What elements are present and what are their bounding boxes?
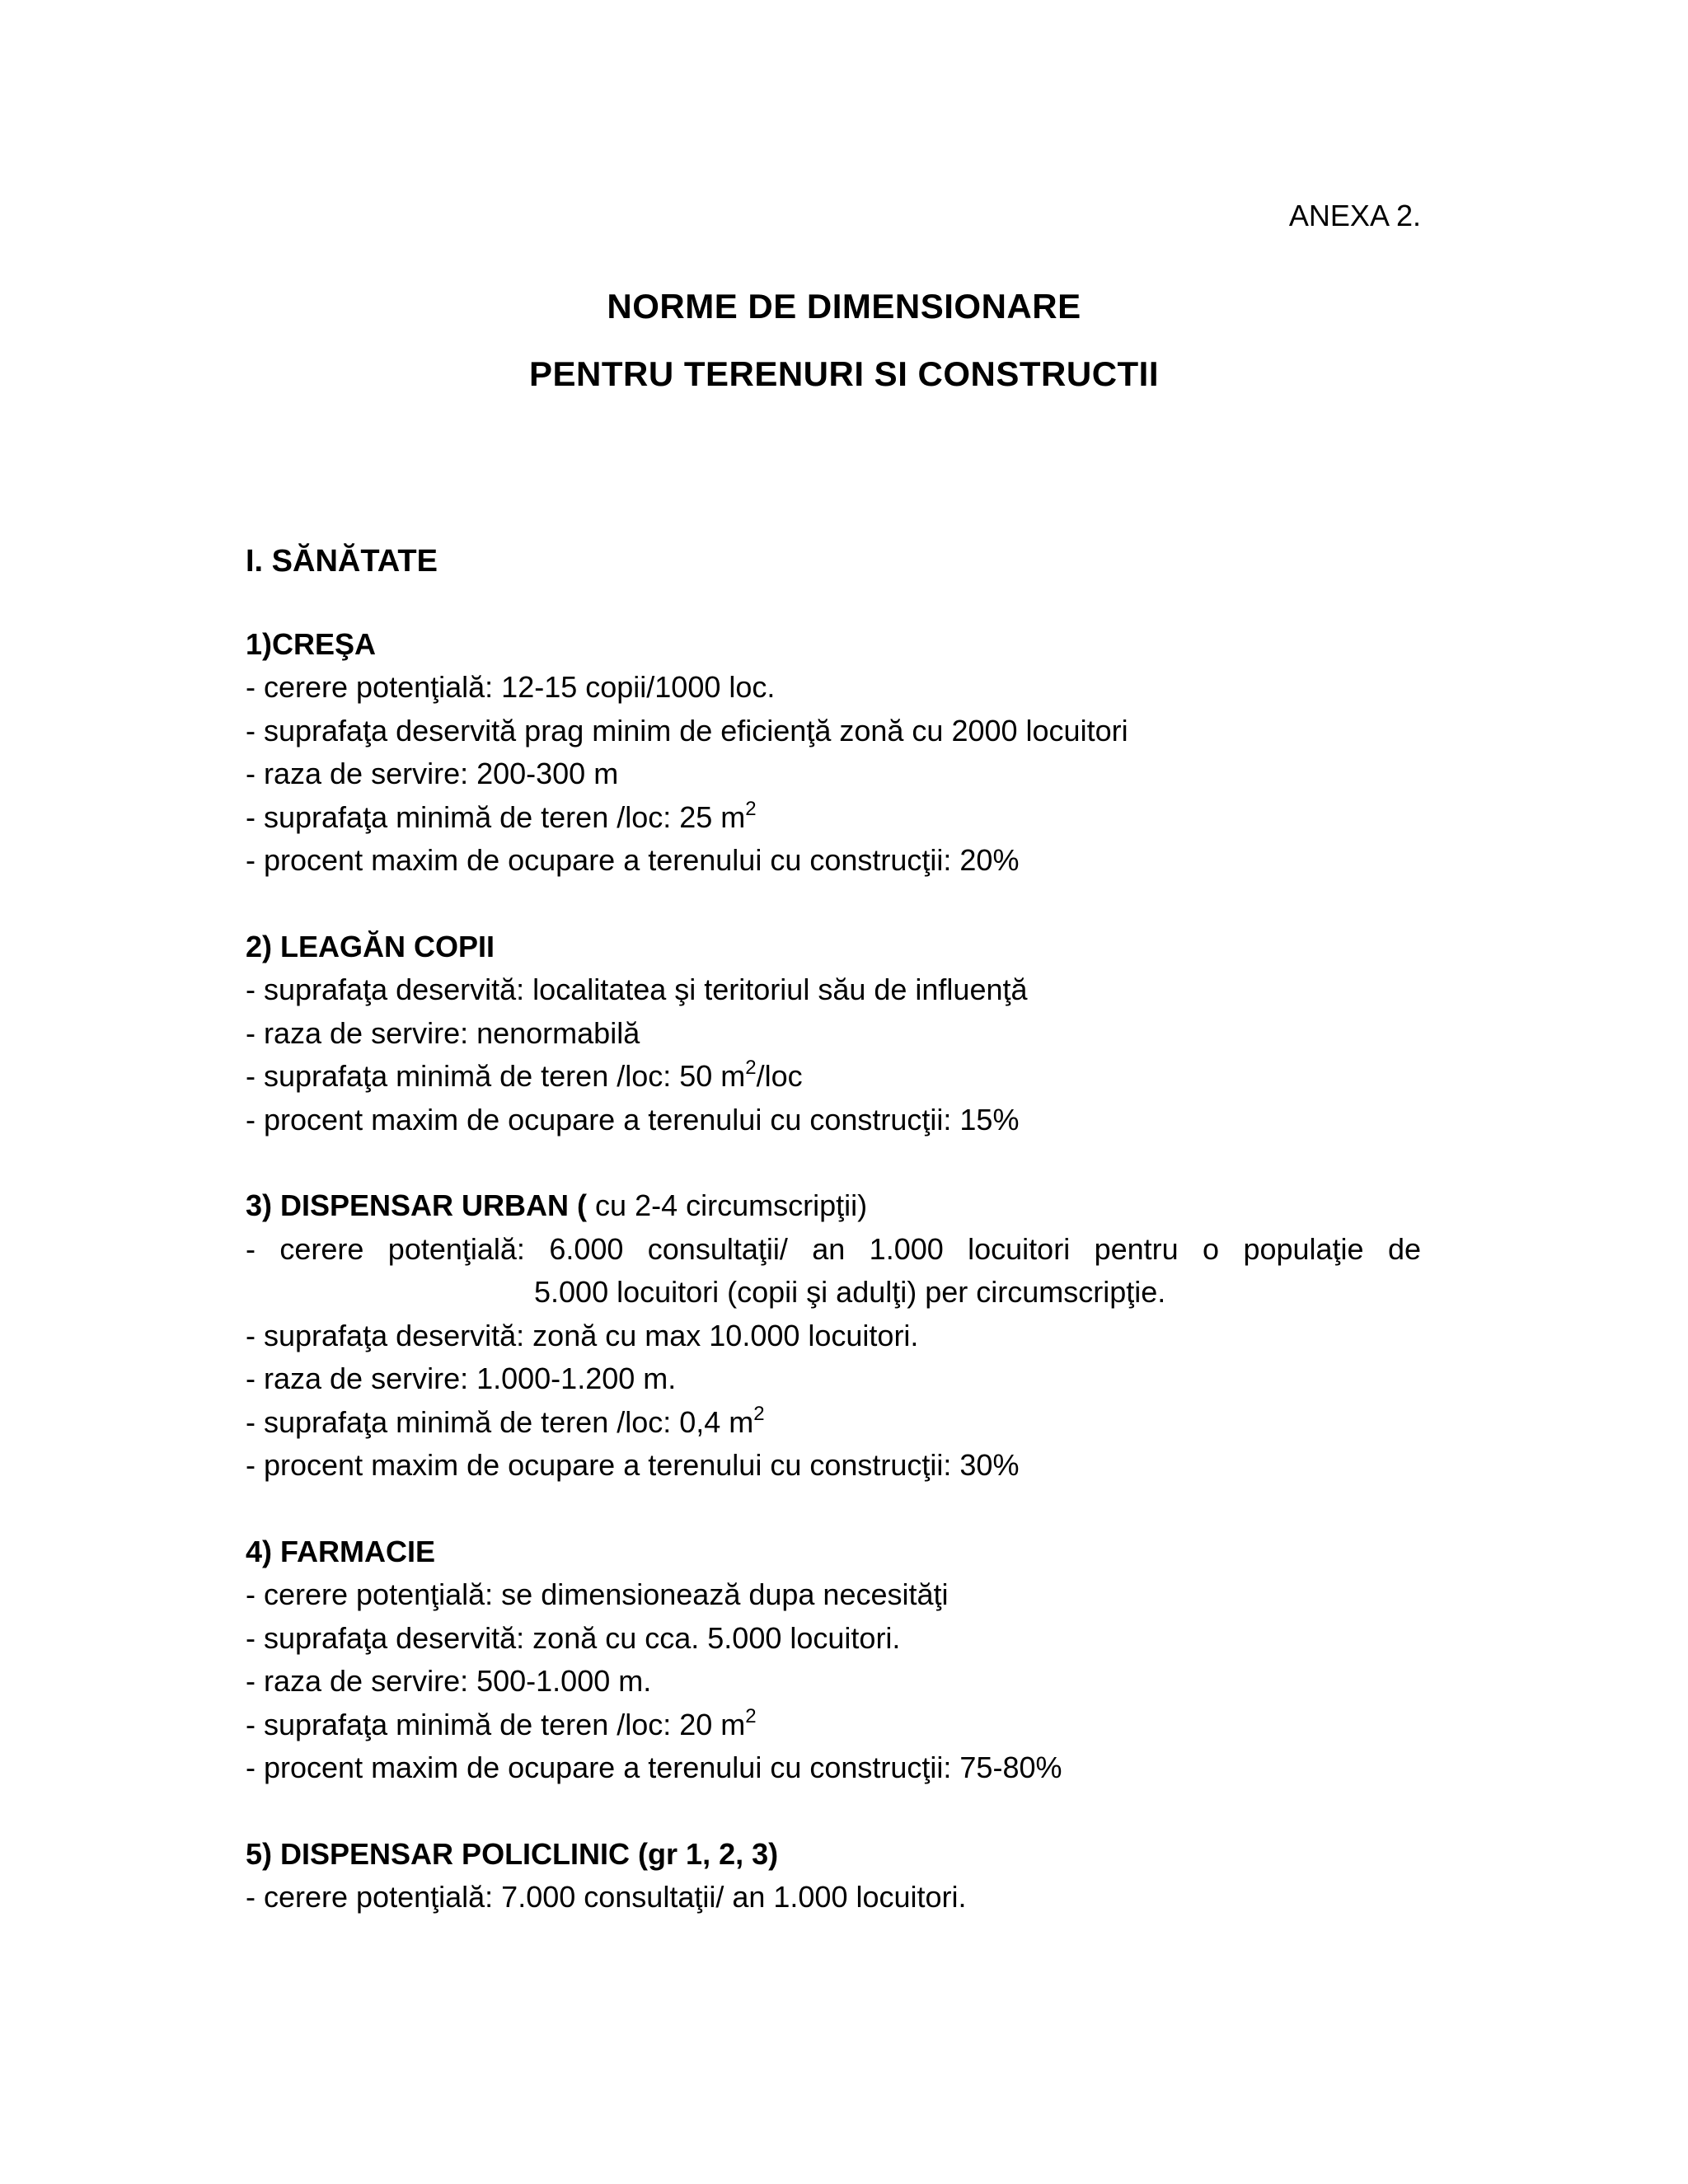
word: potenţială: bbox=[387, 1231, 525, 1266]
item-dispensar-policlinic bbox=[246, 1833, 1421, 1919]
item-title: 1)CREŞA bbox=[246, 626, 377, 661]
line-text: - suprafaţa minimă de teren /loc: 20 m bbox=[246, 1707, 746, 1741]
item-title: 4) FARMACIE bbox=[246, 1534, 436, 1568]
title-bold: 3) DISPENSAR URBAN ( bbox=[246, 1188, 588, 1222]
item-line: - raza de servire: 500-1.000 m. bbox=[246, 1664, 652, 1698]
word: pentru bbox=[1094, 1231, 1179, 1266]
annex-label: ANEXA 2. bbox=[1288, 199, 1421, 232]
word: de bbox=[1387, 1231, 1421, 1266]
superscript: 2 bbox=[745, 1057, 757, 1079]
item-line-continuation: 5.000 locuitori (copii şi adulţi) per circumscripţie. bbox=[534, 1275, 1166, 1309]
title-line-2: PENTRU TERENURI SI CONSTRUCTII bbox=[528, 354, 1160, 393]
word: 6.000 bbox=[549, 1231, 624, 1266]
superscript: 2 bbox=[745, 797, 757, 820]
item-line bbox=[246, 1401, 1421, 1445]
item-line: - procent maxim de ocupare a terenului cu construcţii: 75-80% bbox=[246, 1750, 1062, 1784]
line-text: - suprafaţa minimă de teren /loc: 0,4 m bbox=[246, 1404, 754, 1439]
line-text: /loc bbox=[756, 1059, 803, 1093]
item-line-justified bbox=[246, 1228, 1421, 1272]
word: populaţie bbox=[1243, 1231, 1364, 1266]
item-line: - suprafaţa deservită: zonă cu max 10.000 locuitori. bbox=[246, 1318, 919, 1352]
title-normal: cu 2-4 circumscripţii) bbox=[587, 1188, 868, 1222]
item-line: - procent maxim de ocupare a terenului cu construcţii: 30% bbox=[246, 1448, 1020, 1482]
item-line: - raza de servire: nenormabilă bbox=[246, 1015, 640, 1050]
word: consultaţii/ bbox=[647, 1231, 788, 1266]
word: locuitori bbox=[968, 1231, 1071, 1266]
item-line bbox=[246, 796, 1421, 840]
item-line: - raza de servire: 1.000-1.200 m. bbox=[246, 1361, 677, 1395]
section-heading: I. SĂNĂTATE bbox=[246, 544, 438, 579]
item-farmacie bbox=[246, 1530, 1421, 1790]
item-line: - procent maxim de ocupare a terenului cu construcţii: 20% bbox=[246, 843, 1020, 877]
superscript: 2 bbox=[753, 1402, 765, 1425]
item-line bbox=[246, 1055, 1421, 1099]
item-line: - suprafaţa deservită: zonă cu cca. 5.000 locuitori. bbox=[246, 1620, 901, 1655]
item-line: - procent maxim de ocupare a terenului cu construcţii: 15% bbox=[246, 1102, 1020, 1137]
item-line: - cerere potenţială: se dimensionează dupa necesităţi bbox=[246, 1577, 949, 1611]
word: cerere bbox=[279, 1231, 364, 1266]
item-dispensar-urban bbox=[246, 1184, 1421, 1488]
title-line-1: NORME DE DIMENSIONARE bbox=[607, 287, 1081, 326]
item-line: - suprafaţa deservită prag minim de eficienţă zonă cu 2000 locuitori bbox=[246, 713, 1128, 748]
word: - bbox=[246, 1231, 256, 1266]
item-leagan-copii bbox=[246, 926, 1421, 1142]
item-line: - cerere potenţială: 12-15 copii/1000 loc. bbox=[246, 670, 776, 704]
item-cresa bbox=[246, 623, 1421, 883]
superscript: 2 bbox=[745, 1704, 757, 1727]
item-title: 5) DISPENSAR POLICLINIC (gr 1, 2, 3) bbox=[246, 1836, 779, 1871]
item-line: - cerere potenţială: 7.000 consultaţii/ an 1.000 locuitori. bbox=[246, 1880, 967, 1914]
line-text: - suprafaţa minimă de teren /loc: 50 m bbox=[246, 1059, 746, 1093]
item-line: - suprafaţa deservită: localitatea şi teritoriul său de influenţă bbox=[246, 972, 1028, 1006]
line-text: - suprafaţa minimă de teren /loc: 25 m bbox=[246, 799, 746, 834]
item-line bbox=[246, 1704, 1421, 1747]
item-title: 2) LEAGĂN COPII bbox=[246, 929, 495, 963]
word: o bbox=[1203, 1231, 1220, 1266]
word: 1.000 bbox=[869, 1231, 944, 1266]
item-line: - raza de servire: 200-300 m bbox=[246, 757, 619, 790]
item-title bbox=[246, 1184, 1421, 1228]
word: an bbox=[812, 1231, 846, 1266]
document-body bbox=[246, 540, 1421, 1962]
